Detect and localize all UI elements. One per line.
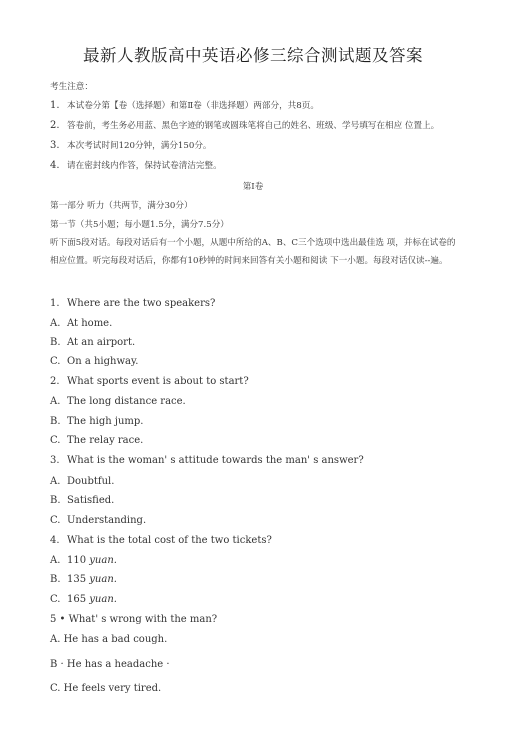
option-text: The long distance race. [67, 396, 186, 407]
question [50, 376, 249, 387]
option: B · He has a headache · [50, 659, 170, 670]
page-title: 最新人教版高中英语必修三综合测试题及答案 [83, 46, 423, 65]
option [50, 416, 143, 427]
option-text: 165 [67, 594, 87, 605]
notice-number: 4. [50, 160, 60, 171]
instructions: 听下面5段对话。每段对话后有一个小题，从题中所给的A、B、C三个选项中选出最佳选 项，并标在试卷的相应位置。听完每段对话后，你都有10秒钟的时间来回答有关小题和阅读 下一小题。每段对话仅读--遍。 [50, 238, 456, 266]
option [50, 574, 117, 585]
option [50, 594, 117, 605]
notice-text: 请在密封线内作答，保持试卷清洁完整。 [67, 161, 222, 171]
question-text: What is the woman' s attitude towards the man' s answer? [67, 455, 364, 466]
volume-label: 第Ⅰ卷 [242, 182, 264, 192]
option-letter: A. [50, 555, 61, 566]
option-letter: B. [50, 337, 61, 348]
notice-heading: 考生注意： [50, 82, 93, 92]
option-letter: B. [50, 495, 61, 506]
notice-number: 3. [50, 140, 60, 151]
question-text: What sports event is about to start? [67, 376, 249, 387]
question-text: What is the total cost of the two tickets? [67, 535, 272, 546]
question [50, 535, 272, 546]
option-unit: yuan. [89, 555, 117, 566]
notice-item [50, 159, 222, 171]
option-letter: B. [50, 574, 61, 585]
notice-item [50, 139, 212, 151]
notice-number: 2. [50, 120, 60, 131]
option [50, 356, 138, 367]
option-letter: A. [50, 396, 61, 407]
option-letter: C. [50, 435, 61, 446]
option-text: The relay race. [67, 435, 144, 446]
option: A. He has a bad cough. [50, 634, 168, 645]
option-text: Satisfied. [67, 495, 115, 506]
notice-number: 1. [50, 100, 60, 111]
question [50, 455, 364, 466]
option [50, 476, 114, 487]
notice-text: 答卷前，考生务必用蓝、黑色字迹的钢笔或圆珠笔将自己的姓名、班级、学号填写在相应 位置上。 [67, 121, 440, 131]
option-letter: C. [50, 515, 61, 526]
option-letter: B. [50, 416, 61, 427]
option-text: 110 [67, 555, 87, 566]
question-number: 1. [50, 298, 60, 309]
notice-item [50, 119, 439, 131]
option [50, 515, 146, 526]
part-heading: 第一部分 听力（共两节，满分30分） [50, 201, 193, 211]
option-text: Doubtful. [67, 476, 115, 487]
option-text: 135 [67, 574, 87, 585]
question-number: 2. [50, 376, 60, 387]
notice-item [50, 99, 319, 111]
option [50, 495, 114, 506]
option-text: The high jump. [67, 416, 144, 427]
option-text: Understanding. [67, 515, 147, 526]
option-letter: C. [50, 594, 61, 605]
option-text: At home. [67, 318, 113, 329]
question [50, 298, 215, 309]
question-text: Where are the two speakers? [67, 298, 216, 309]
question-number: 4. [50, 535, 60, 546]
notice-text: 本试卷分第【卷（选择题）和第Ⅱ卷（非选择题）两部分，共8页。 [67, 101, 319, 111]
option-letter: A. [50, 476, 61, 487]
question-number: 3. [50, 455, 60, 466]
option-letter: C. [50, 356, 61, 367]
option-text: On a highway. [67, 356, 139, 367]
question-5: 5 • What' s wrong with the man? [50, 614, 218, 625]
option-unit: yuan. [89, 594, 117, 605]
option: C. He feels very tired. [50, 683, 162, 694]
option [50, 435, 143, 446]
option-unit: yuan. [89, 574, 117, 585]
section-heading: 第一节（共5小题；每小题1.5分，满分7.5分） [50, 220, 229, 230]
option-letter: A. [50, 318, 61, 329]
option [50, 318, 112, 329]
notice-text: 本次考试时间120分钟，满分150分。 [67, 141, 212, 151]
option [50, 396, 186, 407]
option-text: At an airport. [67, 337, 136, 348]
option [50, 337, 135, 348]
option [50, 555, 117, 566]
